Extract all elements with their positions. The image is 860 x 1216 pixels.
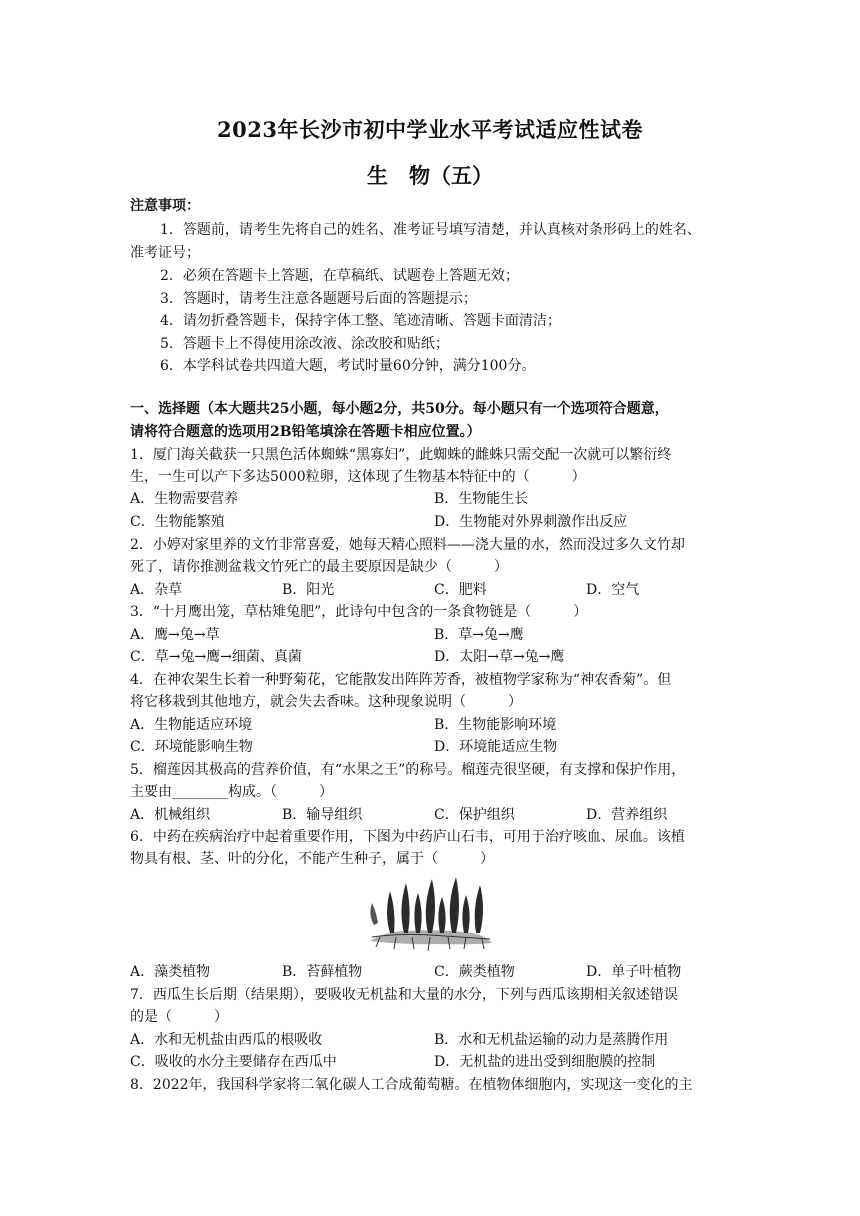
option-a: A．生物需要营养 bbox=[130, 491, 239, 507]
question-text: 2．小婷对家里养的文竹非常喜爱，她每天精心照料——浇大量的水，然而没过多久文竹却 bbox=[130, 537, 685, 553]
notice-item: 5．答题卡上不得使用涂改液、涂改胶和贴纸； bbox=[160, 336, 449, 352]
option-a: A．机械组织 bbox=[130, 807, 211, 823]
option-d: D．无机盐的进出受到细胞膜的控制 bbox=[434, 1054, 656, 1070]
option-c: C．吸收的水分主要储存在西瓜中 bbox=[130, 1054, 337, 1070]
option-b: B．生物能影响环境 bbox=[434, 717, 557, 733]
notice-item: 1．答题前，请考生先将自己的姓名、准考证号填写清楚，并认真核对条形码上的姓名、 bbox=[160, 222, 701, 238]
option-d: D．单子叶植物 bbox=[586, 964, 682, 980]
option-d: D．生物能对外界刺激作出反应 bbox=[434, 514, 628, 530]
fern-illustration bbox=[360, 873, 500, 957]
section-heading: 一、选择题（本大题共25小题，每小题2分，共50分。每小题只有一个选项符合题意， bbox=[130, 401, 669, 417]
notice-item: 3．答题时，请考生注意各题题号后面的答题提示； bbox=[160, 291, 477, 307]
option-c: C．草→兔→鹰→细菌、真菌 bbox=[130, 649, 302, 665]
option-a: A．生物能适应环境 bbox=[130, 717, 253, 733]
option-d: D．空气 bbox=[586, 582, 640, 598]
notice-item: 4．请勿折叠答题卡，保持字体工整、笔迹清晰、答题卡面清洁； bbox=[160, 313, 561, 329]
question-text: 1．厦门海关截获一只黑色活体蜘蛛“黑寡妇”，此蜘蛛的雌蛛只需交配一次就可以繁衍终 bbox=[130, 447, 672, 463]
question-text: 物具有根、茎、叶的分化，不能产生种子，属于（ ） bbox=[130, 851, 494, 867]
option-a: A．水和无机盐由西瓜的根吸收 bbox=[130, 1032, 323, 1048]
notice-item: 2．必须在答题卡上答题，在草稿纸、试题卷上答题无效； bbox=[160, 268, 519, 284]
option-b: B．水和无机盐运输的动力是蒸腾作用 bbox=[434, 1032, 669, 1048]
option-c: C．环境能影响生物 bbox=[130, 739, 253, 755]
option-a: A．藻类植物 bbox=[130, 964, 211, 980]
option-d: D．环境能适应生物 bbox=[434, 739, 558, 755]
question-text: 死了，请你推测盆栽文竹死亡的最主要原因是缺少（ ） bbox=[130, 559, 508, 575]
section-heading: 请将符合题意的选项用2B铅笔填涂在答题卡相应位置。） bbox=[130, 424, 481, 440]
option-b: B．草→兔→鹰 bbox=[434, 627, 524, 643]
option-a: A．杂草 bbox=[130, 582, 183, 598]
exam-title: 2023年长沙市初中学业水平考试适应性试卷 bbox=[217, 117, 643, 142]
option-d: D．太阳→草→兔→鹰 bbox=[434, 649, 565, 665]
question-text: 主要由________构成。（ ） bbox=[130, 784, 333, 800]
option-c: C．保护组织 bbox=[434, 807, 515, 823]
option-d: D．营养组织 bbox=[586, 807, 668, 823]
question-text: 8．2022年，我国科学家将二氧化碳人工合成葡萄糖。在植物体细胞内，实现这一变化的主 bbox=[130, 1077, 693, 1093]
option-b: B．阳光 bbox=[282, 582, 335, 598]
option-b: B．输导组织 bbox=[282, 807, 363, 823]
option-a: A．鹰→兔→草 bbox=[130, 627, 220, 643]
option-b: B．生物能生长 bbox=[434, 491, 529, 507]
option-c: C．蕨类植物 bbox=[434, 964, 515, 980]
exam-subject: 生 物（五） bbox=[367, 163, 493, 188]
question-text: 6．中药在疾病治疗中起着重要作用，下图为中药庐山石韦，可用于治疗咳血、尿血。该植 bbox=[130, 829, 685, 845]
notice-item: 6．本学科试卷共四道大题，考试时量60分钟，满分100分。 bbox=[160, 358, 536, 374]
question-text: 4．在神农架生长着一种野菊花，它能散发出阵阵芳香，被植物学家称为“神农香菊”。但 bbox=[130, 672, 672, 688]
option-c: C．生物能繁殖 bbox=[130, 514, 225, 530]
notice-heading: 注意事项： bbox=[130, 198, 200, 214]
question-text: 7．西瓜生长后期（结果期），要吸收无机盐和大量的水分，下列与西瓜该期相关叙述错误 bbox=[130, 987, 678, 1003]
option-b: B．苔藓植物 bbox=[282, 964, 363, 980]
option-c: C．肥料 bbox=[434, 582, 487, 598]
question-text: 的是（ ） bbox=[130, 1009, 228, 1025]
notice-item: 准考证号； bbox=[130, 245, 200, 261]
question-text: 3．“十月鹰出笼，草枯雉兔肥”，此诗句中包含的一条食物链是（ ） bbox=[130, 604, 588, 620]
question-text: 5．榴莲因其极高的营养价值，有“水果之王”的称号。榴莲壳很坚硬，有支撑和保护作用， bbox=[130, 762, 686, 778]
question-text: 生，一生可以产下多达5000粒卵，这体现了生物基本特征中的（ ） bbox=[130, 469, 586, 485]
question-text: 将它移栽到其他地方，就会失去香味。这种现象说明（ ） bbox=[130, 694, 522, 710]
